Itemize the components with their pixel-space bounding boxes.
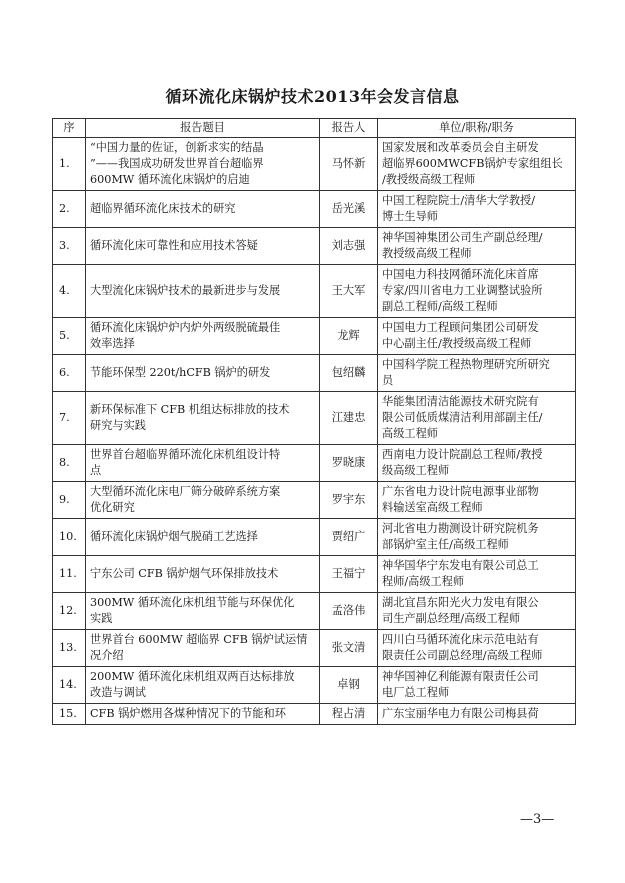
report-title-line: 研究与实践 — [90, 419, 146, 432]
report-title-line: 宁东公司 CFB 锅炉烟气环保排放技术 — [90, 567, 279, 580]
unit-title-line: 神华国神亿利能源有限责任公司 — [382, 670, 539, 683]
unit-title-line: 神华国华宁东发电有限公司总工 — [382, 559, 539, 572]
unit-title-line: 料输送室高级工程师 — [382, 501, 483, 514]
unit-title-line: 司生产副总经理/高级工程师 — [382, 612, 521, 625]
report-title-cell — [86, 593, 320, 630]
unit-title-cell — [378, 704, 576, 725]
unit-title-line: 西南电力设计院副总工程师/教授 — [382, 448, 543, 461]
table-header-row — [53, 119, 576, 138]
unit-title-cell — [378, 556, 576, 593]
report-title-cell — [86, 191, 320, 228]
unit-title-cell — [378, 318, 576, 355]
report-title-line: 200MW 循环流化床机组双两百达标排放 — [90, 670, 295, 683]
row-number: 7. — [53, 392, 86, 445]
speaker-name: 卓钢 — [320, 667, 378, 704]
unit-title-cell — [378, 265, 576, 318]
unit-title-cell — [378, 355, 576, 392]
report-title-cell — [86, 265, 320, 318]
table-row — [53, 228, 576, 265]
report-title-line: 300MW 循环流化床机组节能与环保优化 — [90, 596, 295, 609]
row-number: 1. — [53, 138, 86, 191]
table-row — [53, 355, 576, 392]
unit-title-line: 河北省电力勘测设计研究院机务 — [382, 522, 539, 535]
table-row — [53, 630, 576, 667]
unit-title-line: 程师/高级工程师 — [382, 575, 465, 588]
speaker-name: 刘志强 — [320, 228, 378, 265]
report-title-cell — [86, 519, 320, 556]
page-title: 循环流化床锅炉技术2013年会发言信息 — [165, 87, 460, 106]
unit-title-line: /教授级高级工程师 — [382, 173, 476, 186]
unit-title-cell — [378, 519, 576, 556]
unit-title-line: 级高级工程师 — [382, 464, 450, 477]
report-title-line: 世界首台超临界循环流化床机组设计特 — [90, 448, 281, 461]
unit-title-line: 电厂总工程师 — [382, 686, 450, 699]
speaker-name: 王大军 — [320, 265, 378, 318]
report-title-cell — [86, 556, 320, 593]
table-row — [53, 191, 576, 228]
unit-title-line: 四川白马循环流化床示范电站有 — [382, 633, 539, 646]
report-title-line: 循环流化床锅炉烟气脱硝工艺选择 — [90, 530, 258, 543]
unit-title-cell — [378, 392, 576, 445]
row-number: 11. — [53, 556, 86, 593]
unit-title-line: 副总工程师/高级工程师 — [382, 300, 498, 313]
speaker-name: 龙辉 — [320, 318, 378, 355]
unit-title-cell — [378, 191, 576, 228]
report-title-line: 改造与调试 — [90, 686, 146, 699]
report-title-cell — [86, 482, 320, 519]
unit-title-cell — [378, 138, 576, 191]
row-number: 4. — [53, 265, 86, 318]
speaker-name: 包绍麟 — [320, 355, 378, 392]
report-title-line: 节能环保型 220t/hCFB 锅炉的研发 — [90, 366, 271, 379]
unit-title-line: 超临界600MWCFB锅炉专家组组长 — [382, 157, 563, 170]
report-title-line: 循环流化床锅炉炉内炉外两级脱硫最佳 — [90, 321, 281, 334]
unit-title-cell — [378, 593, 576, 630]
table-row — [53, 265, 576, 318]
unit-title-cell — [378, 667, 576, 704]
row-number: 5. — [53, 318, 86, 355]
table-row — [53, 556, 576, 593]
page-number: —3— — [520, 812, 555, 827]
table-row — [53, 482, 576, 519]
row-number: 2. — [53, 191, 86, 228]
table-row — [53, 667, 576, 704]
unit-title-line: 限公司低质煤清洁利用部副主任/ — [382, 411, 543, 424]
report-title-line: 超临界循环流化床技术的研究 — [90, 202, 236, 215]
report-title-line: 600MW 循环流化床锅炉的启迪 — [90, 173, 250, 186]
report-title-line: 优化研究 — [90, 501, 135, 514]
speaker-name: 马怀新 — [320, 138, 378, 191]
report-title-line: 大型流化床锅炉技术的最新进步与发展 — [90, 284, 281, 297]
speaker-name: 岳光溪 — [320, 191, 378, 228]
unit-title-line: 中国电力工程顾问集团公司研发 — [382, 321, 539, 334]
unit-title-line: 中国工程院院士/清华大学教授/ — [382, 194, 535, 207]
table-row — [53, 445, 576, 482]
unit-title-cell — [378, 445, 576, 482]
report-title-cell — [86, 318, 320, 355]
row-number: 12. — [53, 593, 86, 630]
speaker-name: 孟洛伟 — [320, 593, 378, 630]
report-title-cell — [86, 704, 320, 725]
table-body — [53, 138, 576, 725]
speaker-name: 程占清 — [320, 704, 378, 725]
unit-title-line: 中心副主任/教授级高级工程师 — [382, 337, 532, 350]
report-title-line: 实践 — [90, 612, 113, 625]
unit-title-line: 广东宝丽华电力有限公司梅县荷 — [382, 707, 539, 720]
table-row — [53, 138, 576, 191]
unit-title-line: 限责任公司副总经理/高级工程师 — [382, 649, 543, 662]
table-row — [53, 519, 576, 556]
row-number: 6. — [53, 355, 86, 392]
report-title-line: 新环保标准下 CFB 机组达标排放的技术 — [90, 403, 290, 416]
report-title-line: 点 — [90, 464, 102, 477]
unit-title-line: 湖北宜昌东阳光火力发电有限公 — [382, 596, 539, 609]
header-unit-title-position: 单位/职称/职务 — [378, 119, 576, 138]
report-title-line: 循环流化床可靠性和应用技术答疑 — [90, 239, 258, 252]
speaker-name: 江建忠 — [320, 392, 378, 445]
report-title-cell — [86, 630, 320, 667]
unit-title-line: 华能集团清洁能源技术研究院有 — [382, 395, 539, 408]
unit-title-cell — [378, 630, 576, 667]
row-number: 10. — [53, 519, 86, 556]
unit-title-line: 博士生导师 — [382, 210, 438, 223]
report-title-line: ”——我国成功研发世界首台超临界 — [90, 157, 264, 170]
table-row — [53, 704, 576, 725]
report-title-line: 大型循环流化床电厂筛分破碎系统方案 — [90, 485, 281, 498]
speaker-table — [52, 118, 576, 725]
unit-title-cell — [378, 228, 576, 265]
report-title-line: 效率选择 — [90, 337, 135, 350]
speaker-name: 张文清 — [320, 630, 378, 667]
unit-title-line: 神华国神集团公司生产副总经理/ — [382, 231, 543, 244]
header-report-title: 报告题目 — [86, 119, 320, 138]
header-speaker: 报告人 — [320, 119, 378, 138]
speaker-name: 罗宇东 — [320, 482, 378, 519]
unit-title-line: 国家发展和改革委员会自主研发 — [382, 141, 539, 154]
row-number: 3. — [53, 228, 86, 265]
report-title-cell — [86, 392, 320, 445]
unit-title-line: 中国电力科技网循环流化床首席 — [382, 268, 539, 281]
report-title-cell — [86, 445, 320, 482]
row-number: 9. — [53, 482, 86, 519]
unit-title-line: 部锅炉室主任/高级工程师 — [382, 538, 509, 551]
table-row — [53, 318, 576, 355]
unit-title-line: 中国科学院工程热物理研究所研究 — [382, 358, 550, 371]
report-title-line: “中国力量的佐证，创新求实的结晶 — [90, 141, 264, 154]
unit-title-cell — [378, 482, 576, 519]
unit-title-line: 员 — [382, 374, 394, 387]
report-title-line: CFB 锅炉燃用各煤种情况下的节能和环 — [90, 707, 286, 720]
unit-title-line: 高级工程师 — [382, 427, 438, 440]
unit-title-line: 教授级高级工程师 — [382, 247, 472, 260]
report-title-cell — [86, 355, 320, 392]
row-number: 8. — [53, 445, 86, 482]
table-row — [53, 593, 576, 630]
row-number: 15. — [53, 704, 86, 725]
row-number: 13. — [53, 630, 86, 667]
unit-title-line: 专家/四川省电力工业调整试验所 — [382, 284, 543, 297]
unit-title-line: 广东省电力设计院电源事业部物 — [382, 485, 539, 498]
report-title-cell — [86, 667, 320, 704]
row-number: 14. — [53, 667, 86, 704]
speaker-name: 罗晓康 — [320, 445, 378, 482]
speaker-name: 贾绍广 — [320, 519, 378, 556]
report-title-line: 世界首台 600MW 超临界 CFB 锅炉试运情 — [90, 633, 308, 646]
report-title-cell — [86, 138, 320, 191]
table-row — [53, 392, 576, 445]
speaker-name: 王福宁 — [320, 556, 378, 593]
header-number: 序 — [53, 119, 86, 138]
report-title-cell — [86, 228, 320, 265]
report-title-line: 况介绍 — [90, 649, 124, 662]
